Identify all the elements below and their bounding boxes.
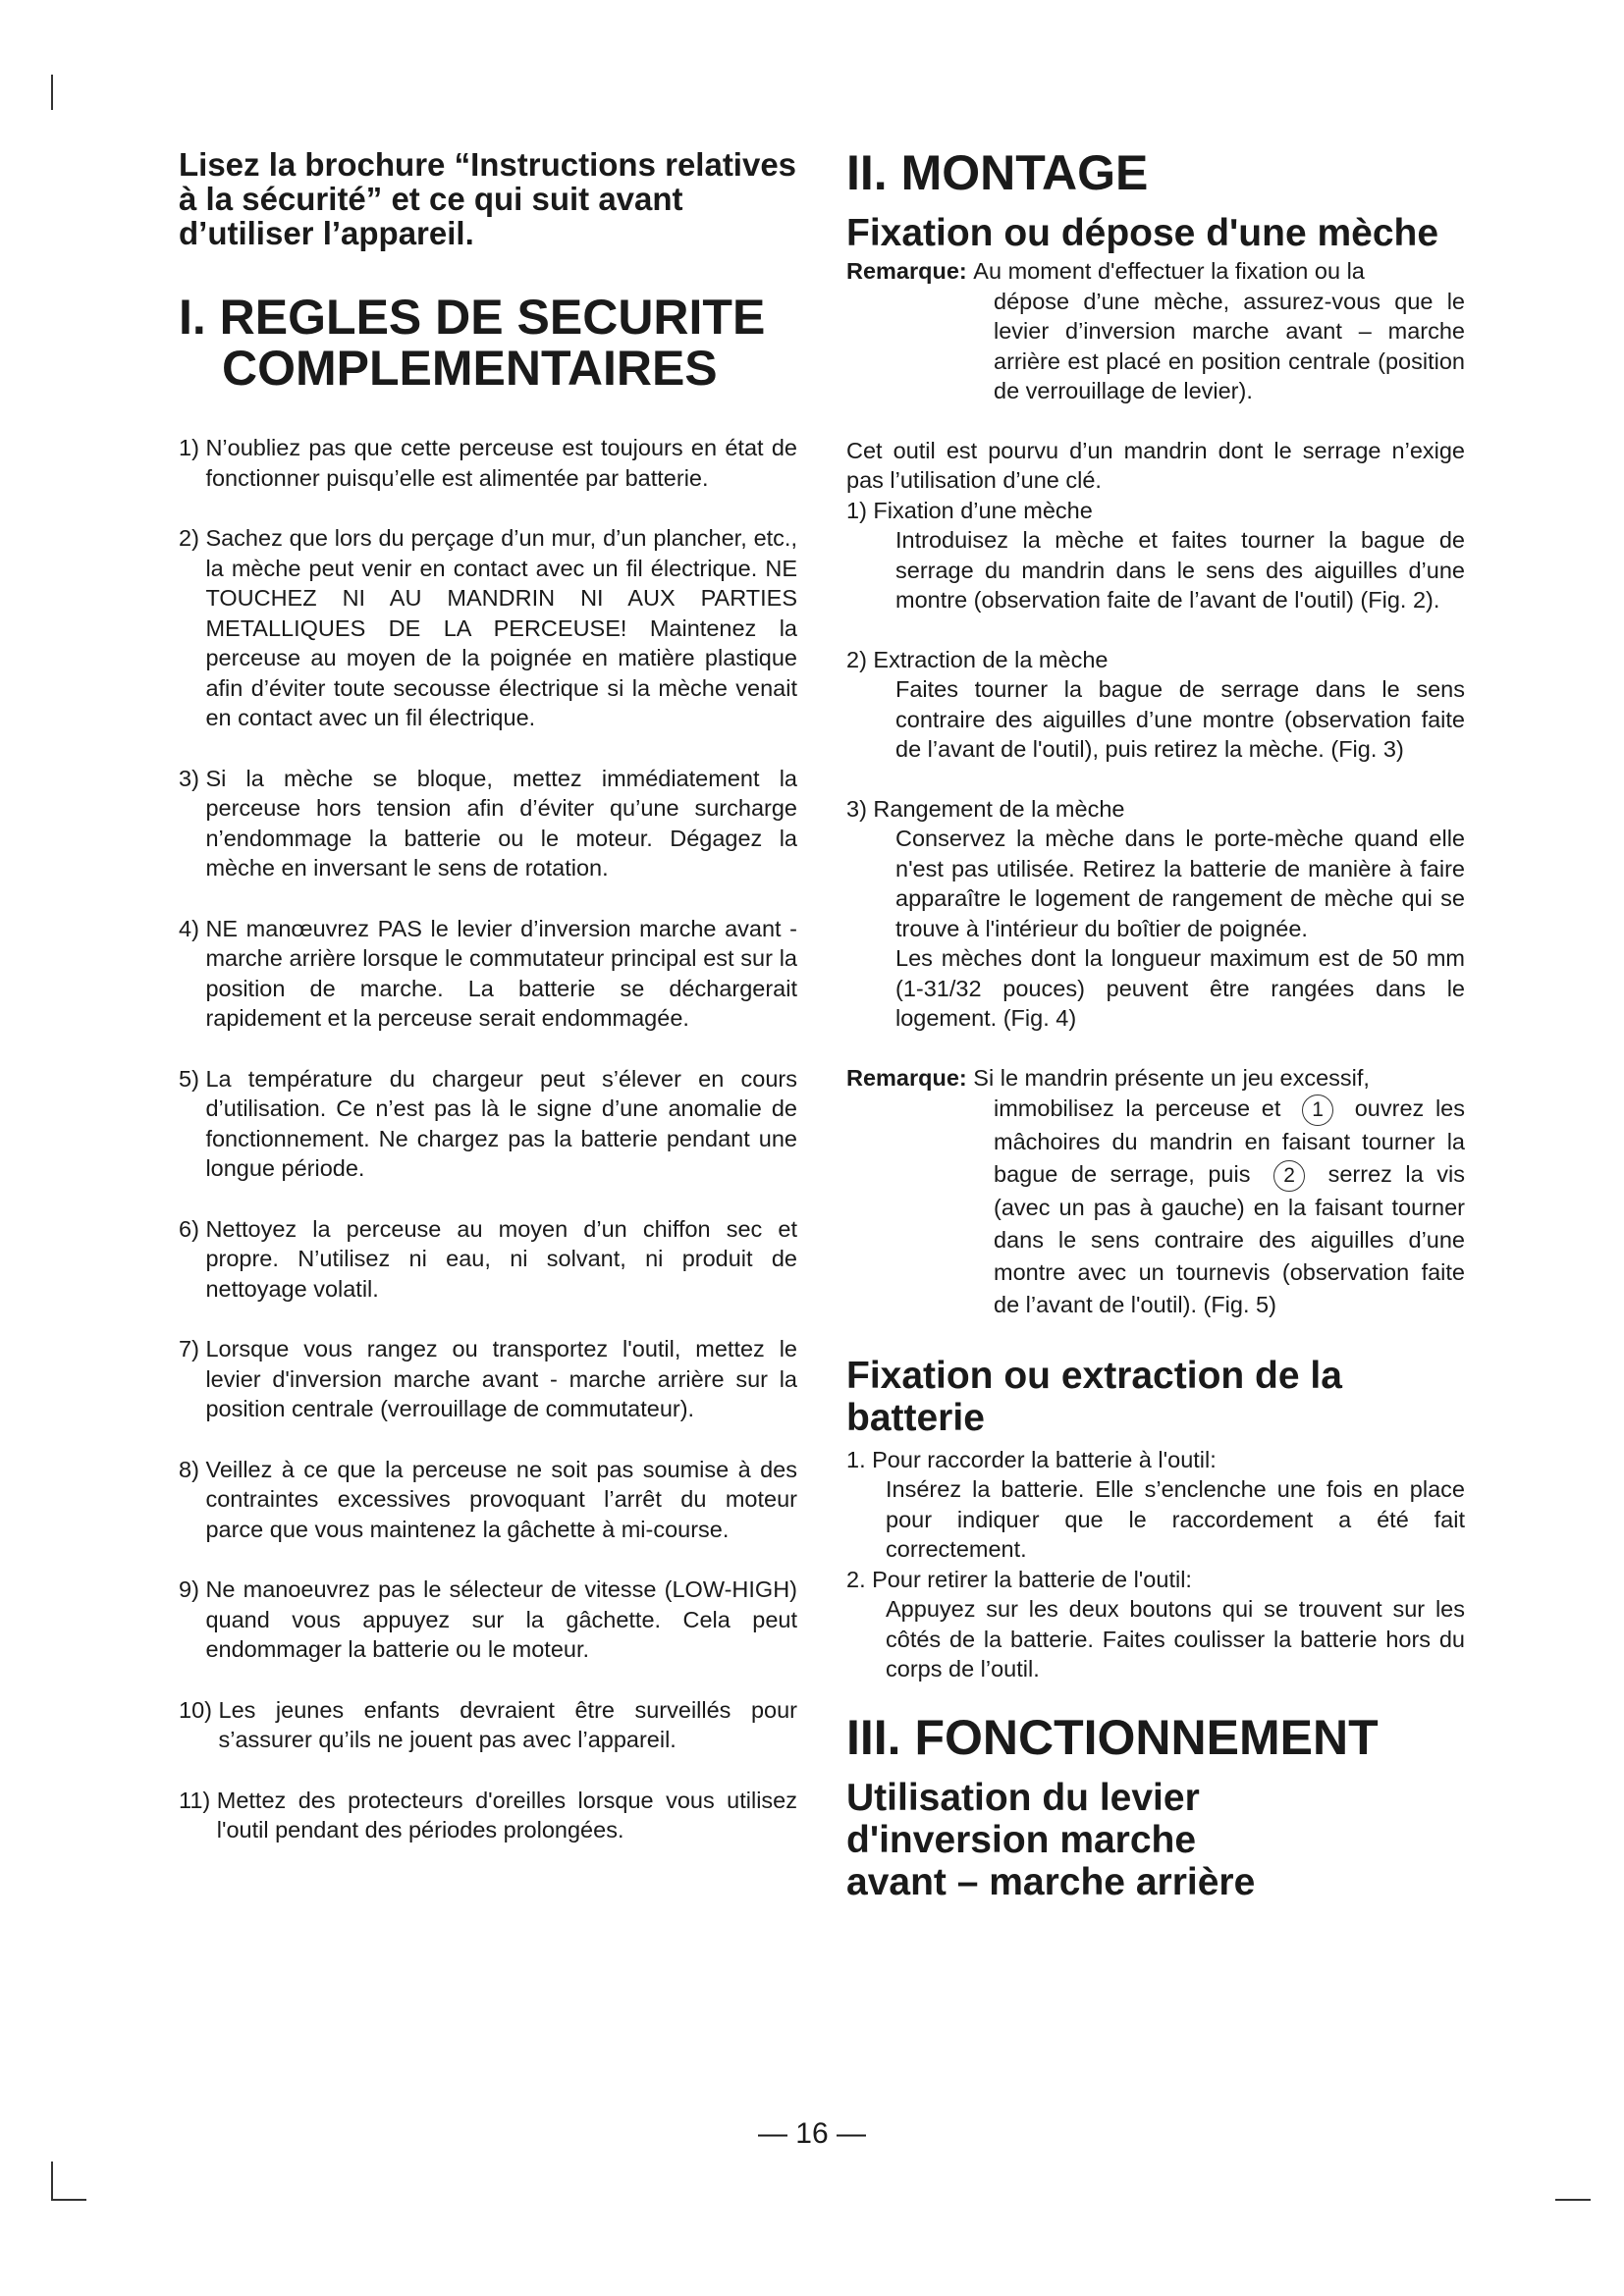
circled-number-2: 2: [1273, 1160, 1305, 1192]
safety-rule: 3) Si la mèche se bloque, mettez immédiatement la perceuse hors tension afin d’éviter qu’une surcharge n’endommage la batterie ou le moteur. Dégagez la mèche en inversant le sens de rotation.: [179, 765, 797, 881]
remark-chuck-body: immobilisez la perceuse et 1 ouvrez les mâchoires du mandrin en faisant tourner la bague de serrage, puis 2 serrez la vis (avec un pas à gauche) en la faisant tourner dans le sens contraire des aiguilles d’une montre avec un tournevis (observation faite de l’avant de l'outil). (Fig. 5): [994, 1095, 1465, 1317]
left-column: [179, 147, 797, 1876]
section-title-fonctionnement: III. FONCTIONNEMENT: [846, 1709, 1379, 1765]
page-number: — 16 —: [757, 2117, 867, 2150]
battery-step: 1. Pour raccorder la batterie à l'outil: Insérez la batterie. Elle s’enclenche une fois en place pour indiquer que le raccordement a été fait correctement.: [846, 1446, 1465, 1563]
safety-rule: 2) Sachez que lors du perçage d’un mur, d’un plancher, etc., la mèche peut venir en contact avec un fil électrique. NE TOUCHEZ NI AU MANDRIN NI AUX PARTIES METALLIQUES DE LA PERCEUSE! Maintenez la perceuse au moyen de la poignée en matière plastique afin d’éviter toute secousse électrique si la mèche venait en contact avec un fil électrique.: [179, 525, 797, 730]
safety-rule: 6) Nettoyez la perceuse au moyen d’un chiffon sec et propre. N’utilisez ni eau, ni solvant, ni produit de nettoyage volatil.: [179, 1215, 797, 1302]
circled-number-1: 1: [1302, 1095, 1333, 1126]
right-column: [846, 147, 1465, 1903]
section-title-safety-line1: I. REGLES DE SECURITE: [179, 290, 766, 345]
crop-mark-bottom-left-vertical: [51, 2162, 53, 2201]
bit-step: 2) Extraction de la mèche Faites tourner la bague de serrage dans le sens contraire des aiguilles d’une montre (observation faite de l’avant de l'outil), puis retirez la mèche. (Fig. 3): [846, 646, 1465, 762]
bit-step: 3) Rangement de la mèche Conservez la mèche dans le porte-mèche quand elle n'est pas utilisée. Retirez la batterie de manière à faire apparaître le logement de rangement de mèche qui se trouve à l'intérieur du boîtier de poignée. Les mèches dont la longueur maximum est de 50 mm (1-31/32 pouces) peuvent être rangées dans le logement. (Fig. 4): [846, 795, 1465, 1031]
crop-mark-bottom-left-horizontal: [51, 2199, 86, 2201]
section-title-safety: [179, 292, 797, 394]
subsection-title-bit: Fixation ou dépose d'une mèche: [846, 212, 1439, 254]
remark-chuck: Remarque: Si le mandrin présente un jeu excessif,: [846, 1064, 1370, 1091]
remark-bit: Remarque: Au moment d'effectuer la fixation ou la: [846, 258, 1365, 284]
safety-rule: 5) La température du chargeur peut s’élever en cours d’utilisation. Ce n’est pas là le signe d’une anomalie de fonctionnement. Ne chargez pas la batterie pendant une longue période.: [179, 1065, 797, 1181]
safety-rule: 10) Les jeunes enfants devraient être surveillés pour s’assurer qu’ils ne jouent pas avec l’appareil.: [179, 1696, 797, 1752]
remark-bit-body: dépose d’une mèche, assurez-vous que le levier d’inversion marche avant – marche arrière est placé en position centrale (position de verrouillage de levier).: [994, 288, 1465, 403]
safety-rule: 4) NE manœuvrez PAS le levier d’inversion marche avant - marche arrière lorsque le commutateur principal est sur la position de marche. La batterie se déchargerait rapidement et la perceuse serait endommagée.: [179, 915, 797, 1031]
section-title-safety-line2: COMPLEMENTAIRES: [222, 341, 718, 396]
safety-rule: 9) Ne manoeuvrez pas le sélecteur de vitesse (LOW-HIGH) quand vous appuyez sur la gâchette. Cela peut endommager la batterie ou le moteur.: [179, 1576, 797, 1662]
chuck-paragraph: Cet outil est pourvu d’un mandrin dont le serrage n’exige pas l’utilisation d’une clé.: [846, 437, 1465, 493]
safety-rule: 11) Mettez des protecteurs d'oreilles lorsque vous utilisez l'outil pendant des périodes prolongées.: [179, 1787, 797, 1842]
crop-mark-top-left: [51, 75, 53, 110]
subsection-title-reversing-lever: Utilisation du levier d'inversion marche avant – marche arrière: [846, 1776, 1256, 1903]
safety-rule: 1) N’oubliez pas que cette perceuse est toujours en état de fonctionner puisqu’elle est alimentée par batterie.: [179, 435, 797, 491]
section-title-montage: II. MONTAGE: [846, 145, 1149, 200]
bit-step: 1) Fixation d’une mèche Introduisez la mèche et faites tourner la bague de serrage du mandrin dans le sens des aiguilles d’une montre (observation faite de l’avant de l'outil) (Fig. 2).: [846, 497, 1465, 613]
safety-rule: 8) Veillez à ce que la perceuse ne soit pas soumise à des contraintes excessives provoquant l’arrêt du moteur parce que vous maintenez la gâchette à mi-course.: [179, 1456, 797, 1542]
safety-intro: Lisez la brochure “Instructions relatives à la sécurité” et ce qui suit avant d’utiliser l’appareil.: [179, 146, 797, 251]
safety-rule: 7) Lorsque vous rangez ou transportez l'outil, mettez le levier d'inversion marche avant - marche arrière sur la position centrale (verrouillage de commutateur).: [179, 1336, 797, 1421]
subsection-title-battery: Fixation ou extraction de la batterie: [846, 1354, 1342, 1439]
battery-step: 2. Pour retirer la batterie de l'outil: Appuyez sur les deux boutons qui se trouvent sur les côtés de la batterie. Faites coulisser la batterie hors du corps de l’outil.: [846, 1566, 1465, 1682]
crop-mark-bottom-right: [1555, 2199, 1591, 2201]
